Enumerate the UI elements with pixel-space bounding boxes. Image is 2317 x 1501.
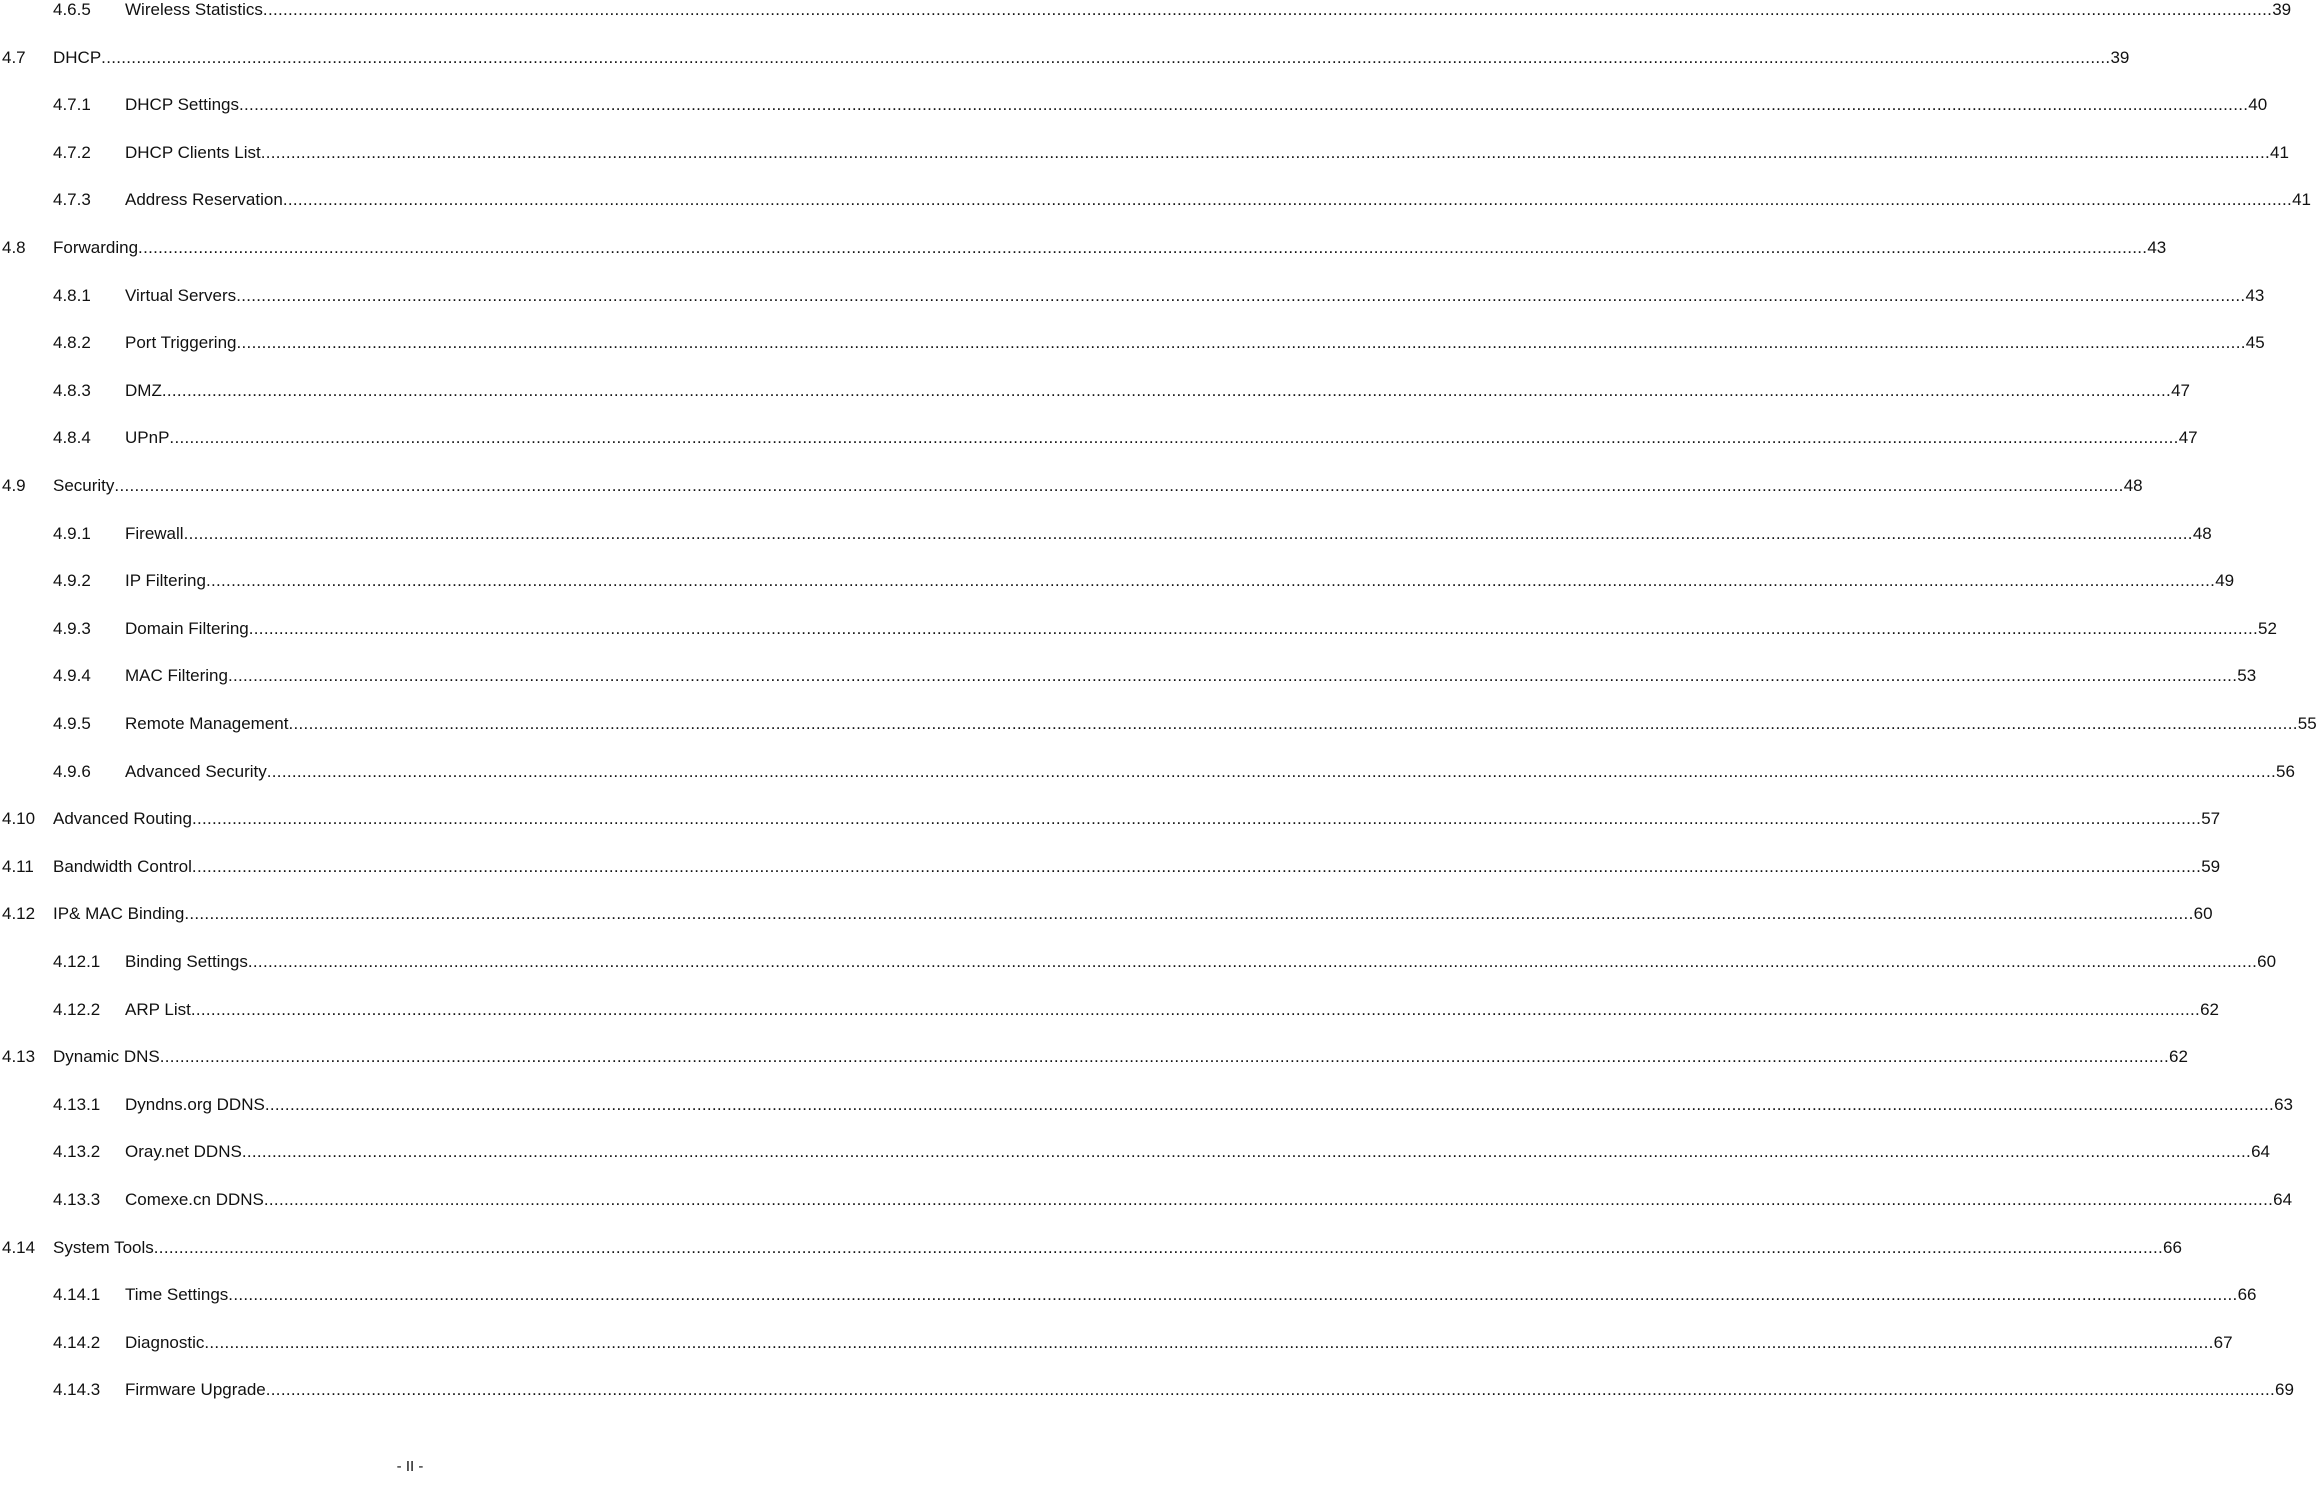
dot-leader: ................................................................................................................................................................................................................................................................................................................................................................................................................ [248, 618, 2259, 638]
toc-entry-title: ARP List [125, 999, 191, 1019]
toc-entry[interactable] [0, 284, 2265, 308]
toc-entry-page: 64 [2251, 1142, 2271, 1162]
toc-entry-line [125, 522, 2212, 546]
toc-entry-page: 48 [2123, 476, 2143, 495]
toc-entry-title: Advanced Routing [53, 809, 192, 829]
toc-entry[interactable] [0, 1378, 2294, 1402]
toc-entry[interactable] [0, 1093, 2294, 1117]
toc-entry-page: 40 [2248, 95, 2268, 115]
toc-entry-number: 4.14.1 [53, 1285, 101, 1305]
toc-entry[interactable] [0, 855, 2221, 879]
toc-entry-title: Forwarding [53, 238, 139, 257]
toc-entry-page: 52 [2258, 618, 2277, 638]
toc-entry-page: 57 [2201, 809, 2221, 829]
toc-entry-title: Wireless Statistics [125, 0, 263, 19]
toc-entry[interactable] [0, 46, 2130, 70]
toc-entry-title: Bandwidth Control [53, 856, 192, 876]
dot-leader: ................................................................................................................................................................................................................................................................................................................................................................................................................ [138, 238, 2148, 257]
toc-entry[interactable] [0, 331, 2265, 355]
toc-entry-number: 4.13.3 [53, 1190, 101, 1209]
toc-entry[interactable] [0, 617, 2277, 641]
toc-entry-line [125, 188, 2311, 212]
toc-entry-title: Address Reservation [125, 190, 283, 210]
dot-leader: ................................................................................................................................................................................................................................................................................................................................................................................................................ [159, 1047, 2170, 1067]
dot-leader: ................................................................................................................................................................................................................................................................................................................................................................................................................ [236, 285, 2246, 305]
toc-entry[interactable] [0, 93, 2268, 117]
toc-entry-title: Advanced Security [125, 761, 267, 781]
toc-entry-number: 4.14.2 [53, 1332, 101, 1352]
toc-entry-number: 4.12 [2, 904, 36, 924]
toc-entry-number: 4.8 [2, 238, 26, 257]
toc-entry-number: 4.8.2 [53, 333, 91, 353]
toc-entry-line [53, 46, 2130, 70]
toc-entry-page: 47 [2171, 380, 2191, 400]
toc-entry-number: 4.9.4 [53, 666, 91, 686]
toc-entry-number: 4.14 [2, 1237, 36, 1257]
toc-entry-number: 4.10 [2, 809, 36, 829]
toc-entry-title: Port Triggering [125, 333, 237, 353]
toc-entry-page: 45 [2245, 333, 2265, 353]
toc-entry-page: 43 [2147, 238, 2167, 257]
toc-entry-line [125, 1331, 2233, 1355]
toc-entry-line [53, 807, 2221, 831]
dot-leader: ................................................................................................................................................................................................................................................................................................................................................................................................................ [228, 1285, 2238, 1305]
toc-entry-number: 4.9.3 [53, 618, 91, 638]
toc-entry[interactable] [0, 1188, 2293, 1212]
dot-leader: ................................................................................................................................................................................................................................................................................................................................................................................................................ [266, 761, 2277, 781]
toc-entry-title: DHCP Clients List [125, 142, 261, 162]
toc-entry-page: 69 [2275, 1380, 2294, 1400]
toc-entry-page: 43 [2245, 285, 2265, 305]
toc-entry-page: 56 [2276, 761, 2295, 781]
dot-leader: ................................................................................................................................................................................................................................................................................................................................................................................................................ [161, 380, 2172, 400]
toc-entry-page: 66 [2163, 1237, 2182, 1257]
dot-leader: ................................................................................................................................................................................................................................................................................................................................................................................................................ [260, 142, 2270, 162]
toc-entry-title: Binding Settings [125, 952, 248, 971]
toc-entry-number: 4.6.5 [53, 0, 91, 19]
dot-leader: ................................................................................................................................................................................................................................................................................................................................................................................................................ [264, 1094, 2275, 1114]
toc-entry-line [125, 950, 2277, 974]
toc-entry[interactable] [0, 664, 2257, 688]
toc-entry[interactable] [0, 712, 2317, 736]
toc-entry-page: 62 [2200, 999, 2220, 1019]
toc-entry-line [125, 617, 2277, 641]
toc-entry-number: 4.8.4 [53, 428, 91, 448]
toc-entry-title: Security [53, 476, 115, 495]
toc-entry-title: DHCP [53, 47, 102, 67]
toc-entry-number: 4.8.1 [53, 285, 91, 305]
toc-entry-title: IP& MAC Binding [53, 904, 185, 924]
toc-entry-line [125, 379, 2191, 403]
toc-entry-line [53, 902, 2213, 926]
toc-entry-number: 4.12.1 [53, 952, 101, 971]
toc-entry-number: 4.9.5 [53, 714, 91, 733]
toc-entry-title: IP Filtering [125, 571, 206, 591]
dot-leader: ................................................................................................................................................................................................................................................................................................................................................................................................................ [184, 904, 2194, 924]
toc-entry-number: 4.7.3 [53, 190, 91, 210]
toc-entry-number: 4.9.6 [53, 761, 91, 781]
dot-leader: ................................................................................................................................................................................................................................................................................................................................................................................................................ [183, 523, 2193, 543]
toc-entry[interactable] [0, 0, 2292, 22]
toc-entry-line [125, 141, 2289, 165]
toc-entry-page: 53 [2237, 666, 2257, 686]
toc-entry-number: 4.7 [2, 47, 26, 67]
toc-entry-title: MAC Filtering [125, 666, 228, 686]
dot-leader: ................................................................................................................................................................................................................................................................................................................................................................................................................ [247, 952, 2258, 971]
toc-entry-line [125, 1188, 2293, 1212]
toc-entry-number: 4.9.2 [53, 571, 91, 591]
toc-entry-page: 67 [2213, 1332, 2233, 1352]
toc-entry-page: 63 [2274, 1094, 2294, 1114]
toc-entry[interactable] [0, 569, 2235, 593]
toc-entry-number: 4.13 [2, 1047, 36, 1067]
toc-entry-page: 41 [2270, 142, 2289, 162]
toc-entry-title: Comexe.cn DDNS [125, 1190, 264, 1209]
toc-entry-title: Firewall [125, 523, 184, 543]
toc-entry[interactable] [0, 1236, 2182, 1260]
toc-entry-title: Firmware Upgrade [125, 1380, 266, 1400]
toc-entry-title: Virtual Servers [125, 285, 237, 305]
toc-entry-line [53, 236, 2167, 260]
toc-entry-title: Domain Filtering [125, 618, 249, 638]
toc-entry-title: DMZ [125, 380, 162, 400]
toc-entry-number: 4.14.3 [53, 1380, 101, 1400]
dot-leader: ................................................................................................................................................................................................................................................................................................................................................................................................................ [263, 1190, 2274, 1209]
toc-entry-page: 60 [2257, 952, 2277, 971]
toc-entry-number: 4.9 [2, 476, 26, 495]
toc-entry-number: 4.7.2 [53, 142, 91, 162]
toc-entry-page: 64 [2273, 1190, 2293, 1209]
dot-leader: ................................................................................................................................................................................................................................................................................................................................................................................................................ [205, 571, 2216, 591]
dot-leader: ................................................................................................................................................................................................................................................................................................................................................................................................................ [227, 666, 2238, 686]
toc-entry[interactable] [0, 807, 2221, 831]
dot-leader: ................................................................................................................................................................................................................................................................................................................................................................................................................ [101, 47, 2111, 67]
page-number: - II - [396, 1458, 424, 1475]
toc-entry-page: 49 [2215, 571, 2235, 591]
dot-leader: ................................................................................................................................................................................................................................................................................................................................................................................................................ [262, 0, 2273, 19]
toc-entry-title: DHCP Settings [125, 95, 240, 115]
toc-entry-line [125, 1378, 2294, 1402]
dot-leader: ................................................................................................................................................................................................................................................................................................................................................................................................................ [239, 95, 2249, 115]
toc-entry-number: 4.9.1 [53, 523, 91, 543]
toc-entry-title: UPnP [125, 428, 170, 448]
toc-entry-number: 4.13.1 [53, 1094, 101, 1114]
toc-entry[interactable] [0, 1140, 2271, 1164]
toc-entry-line [125, 284, 2265, 308]
dot-leader: ................................................................................................................................................................................................................................................................................................................................................................................................................ [236, 333, 2246, 353]
toc-entry-title: Dyndns.org DDNS [125, 1094, 265, 1114]
toc-entry-page: 62 [2169, 1047, 2188, 1067]
toc-entry-title: Diagnostic [125, 1332, 205, 1352]
dot-leader: ................................................................................................................................................................................................................................................................................................................................................................................................................ [190, 999, 2201, 1019]
toc-entry-page: 39 [2110, 47, 2130, 67]
toc-entry[interactable] [0, 1045, 2188, 1069]
dot-leader: ................................................................................................................................................................................................................................................................................................................................................................................................................ [241, 1142, 2252, 1162]
toc-entry-line [53, 855, 2221, 879]
toc-entry[interactable] [0, 141, 2289, 165]
toc-entry-line [125, 712, 2317, 736]
dot-leader: ................................................................................................................................................................................................................................................................................................................................................................................................................ [153, 1237, 2164, 1257]
toc-entry-title: Oray.net DDNS [125, 1142, 242, 1162]
toc-entry-number: 4.7.1 [53, 95, 91, 115]
toc-entry-page: 48 [2192, 523, 2212, 543]
toc-entry[interactable] [0, 188, 2311, 212]
toc-entry[interactable] [0, 902, 2213, 926]
toc-entry[interactable] [0, 426, 2198, 450]
toc-entry-page: 47 [2178, 428, 2198, 448]
dot-leader: ................................................................................................................................................................................................................................................................................................................................................................................................................ [204, 1332, 2214, 1352]
dot-leader: ................................................................................................................................................................................................................................................................................................................................................................................................................ [265, 1380, 2276, 1400]
dot-leader: ................................................................................................................................................................................................................................................................................................................................................................................................................ [114, 476, 2124, 495]
dot-leader: ................................................................................................................................................................................................................................................................................................................................................................................................................ [282, 190, 2293, 210]
toc-entry[interactable] [0, 379, 2191, 403]
toc-entry-number: 4.8.3 [53, 380, 91, 400]
dot-leader: ................................................................................................................................................................................................................................................................................................................................................................................................................ [191, 809, 2202, 829]
toc-entry-title: Dynamic DNS [53, 1047, 160, 1067]
toc-entry-title: Remote Management [125, 714, 289, 733]
dot-leader: ................................................................................................................................................................................................................................................................................................................................................................................................................ [191, 856, 2202, 876]
toc-entry-line [53, 1045, 2188, 1069]
toc-entry[interactable] [0, 522, 2212, 546]
toc-entry-line [125, 0, 2292, 22]
toc-entry-line [125, 93, 2268, 117]
toc-entry[interactable] [0, 236, 2167, 260]
toc-entry[interactable] [0, 950, 2277, 974]
toc-entry-line [125, 998, 2220, 1022]
toc-entry-number: 4.11 [2, 856, 34, 876]
toc-entry-line [125, 426, 2198, 450]
toc-entry-line [125, 569, 2235, 593]
toc-entry-line [125, 331, 2265, 355]
toc-entry-line [125, 1283, 2257, 1307]
toc-entry-page: 66 [2237, 1285, 2257, 1305]
toc-entry-line [125, 1093, 2294, 1117]
toc-entry-line [53, 474, 2143, 498]
toc-entry-line [125, 664, 2257, 688]
toc-entry-page: 55 [2297, 714, 2317, 733]
toc-entry[interactable] [0, 1283, 2257, 1307]
toc-entry[interactable] [0, 474, 2143, 498]
toc-entry[interactable] [0, 998, 2220, 1022]
toc-entry-number: 4.12.2 [53, 999, 101, 1019]
toc-entry-number: 4.13.2 [53, 1142, 101, 1162]
toc-entry[interactable] [0, 1331, 2233, 1355]
toc-entry-line [125, 1140, 2271, 1164]
toc-entry-page: 41 [2292, 190, 2311, 210]
dot-leader: ................................................................................................................................................................................................................................................................................................................................................................................................................ [288, 714, 2298, 733]
toc-entry-title: Time Settings [125, 1285, 229, 1305]
toc-entry-line [125, 760, 2295, 784]
toc-entry-page: 60 [2193, 904, 2213, 924]
toc-entry-title: System Tools [53, 1237, 154, 1257]
toc-entry-page: 39 [2272, 0, 2292, 19]
toc-entry[interactable] [0, 760, 2295, 784]
toc-entry-page: 59 [2201, 856, 2221, 876]
dot-leader: ................................................................................................................................................................................................................................................................................................................................................................................................................ [169, 428, 2179, 448]
toc-entry-line [53, 1236, 2182, 1260]
